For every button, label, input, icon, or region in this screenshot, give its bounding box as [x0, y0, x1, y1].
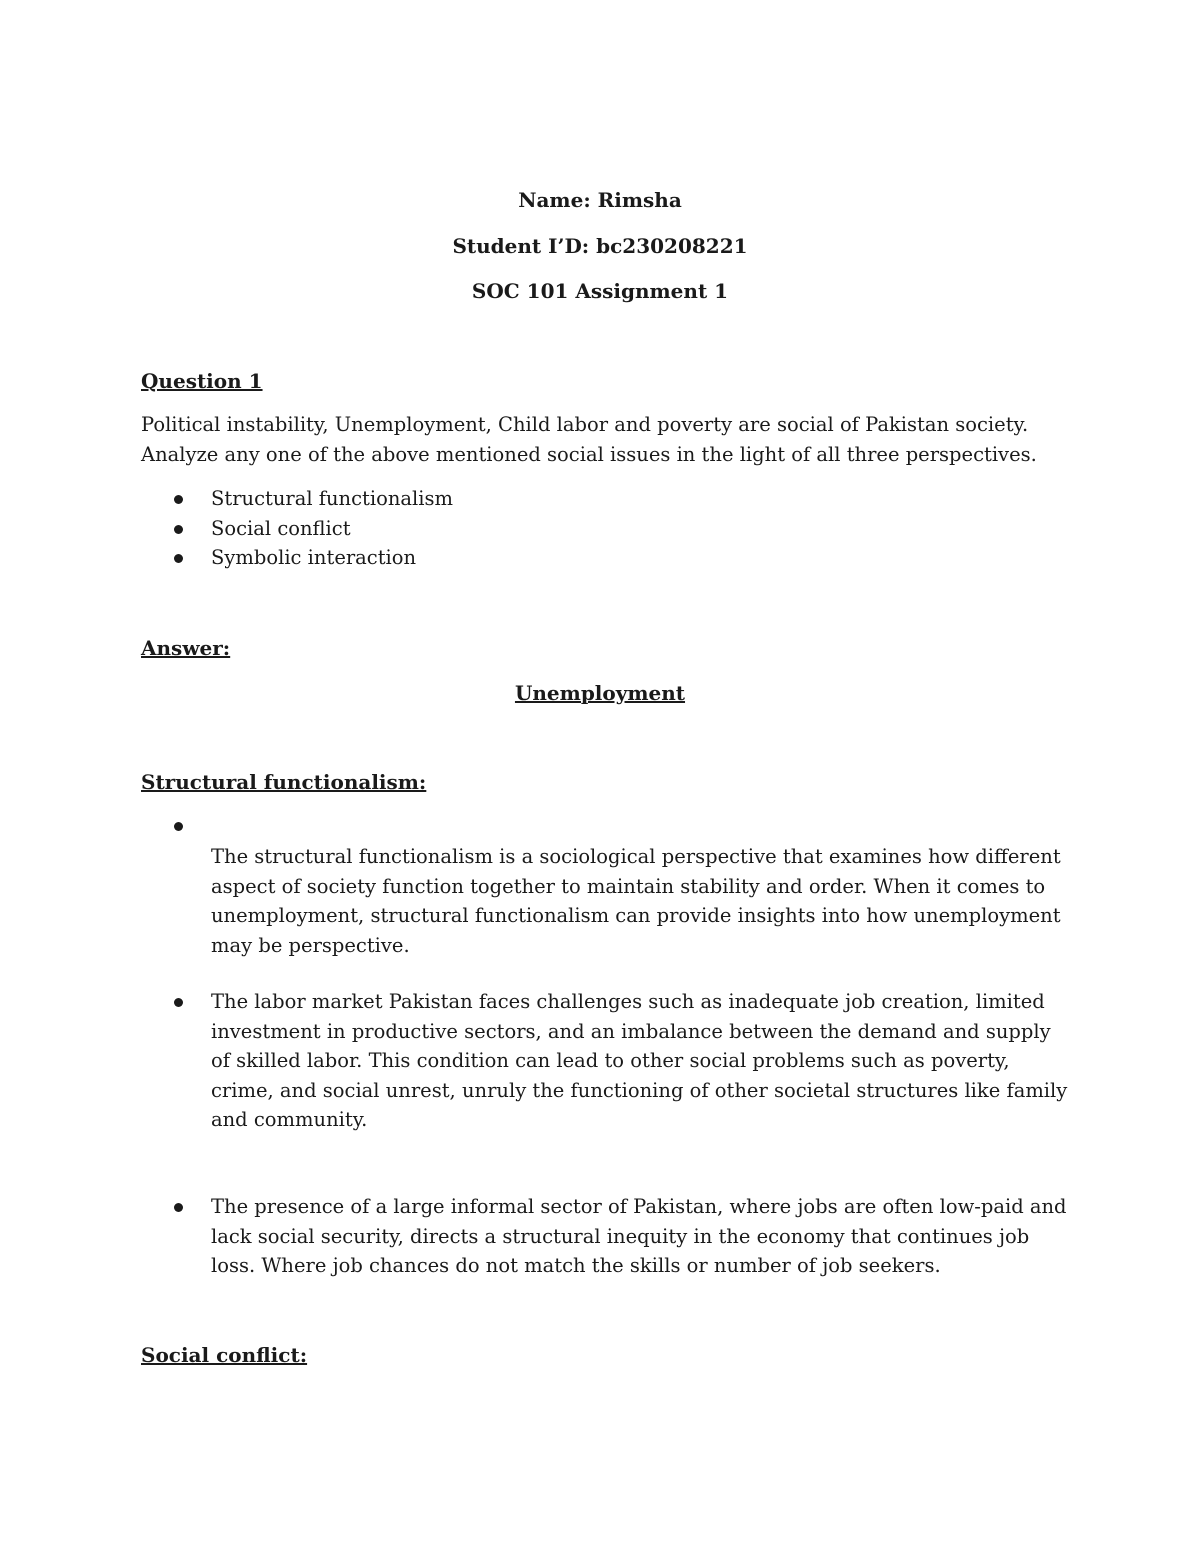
perspective-list: [141, 484, 1061, 573]
assignment-title: SOC 101 Assignment 1: [471, 279, 729, 303]
bullet-dot: [174, 822, 183, 831]
conflict-heading: Social conflict:: [141, 1343, 308, 1367]
student-name: Name: Rimsha: [518, 188, 682, 212]
structural-point-3: The presence of a large informal sector of Pakistan, where jobs are often low-paid and lack social security, directs a structural inequity in the economy that continues job loss. Where job chances do not match the skills or number of job seekers.: [211, 1195, 1067, 1277]
structural-point-2: The labor market Pakistan faces challenges such as inadequate job creation, limited investment in productive sectors, and an imbalance between the demand and supply of skilled labor. This condition can lead to other social problems such as poverty, crime, and social unrest, unruly the functioning of other societal structures like family and community.: [211, 990, 1068, 1131]
bullet-dot: [174, 1203, 183, 1212]
structural-heading: Structural functionalism:: [141, 770, 427, 794]
answer-heading: Answer:: [141, 636, 231, 660]
bullet-dot: [174, 998, 183, 1007]
list-item: Social conflict: [141, 514, 1061, 544]
structural-point-1: The structural functionalism is a sociological perspective that examines how different aspect of society function together to maintain stability and order. When it comes to unemployment, structural functionalism can provide insights into how unemployment may be perspective.: [211, 845, 1061, 957]
student-id: Student I’D: bc230208221: [452, 234, 748, 258]
answer-topic: [0, 679, 1200, 707]
list-item: Structural functionalism: [141, 484, 1061, 514]
question-text: Political instability, Unemployment, Child labor and poverty are social of Pakistan society. Analyze any one of the above mentioned social issues in the light of all three perspectives.: [141, 413, 1037, 466]
question-heading: Question 1: [141, 369, 263, 393]
answer-topic-label: Unemployment: [514, 681, 686, 705]
list-item: Symbolic interaction: [141, 543, 1061, 573]
